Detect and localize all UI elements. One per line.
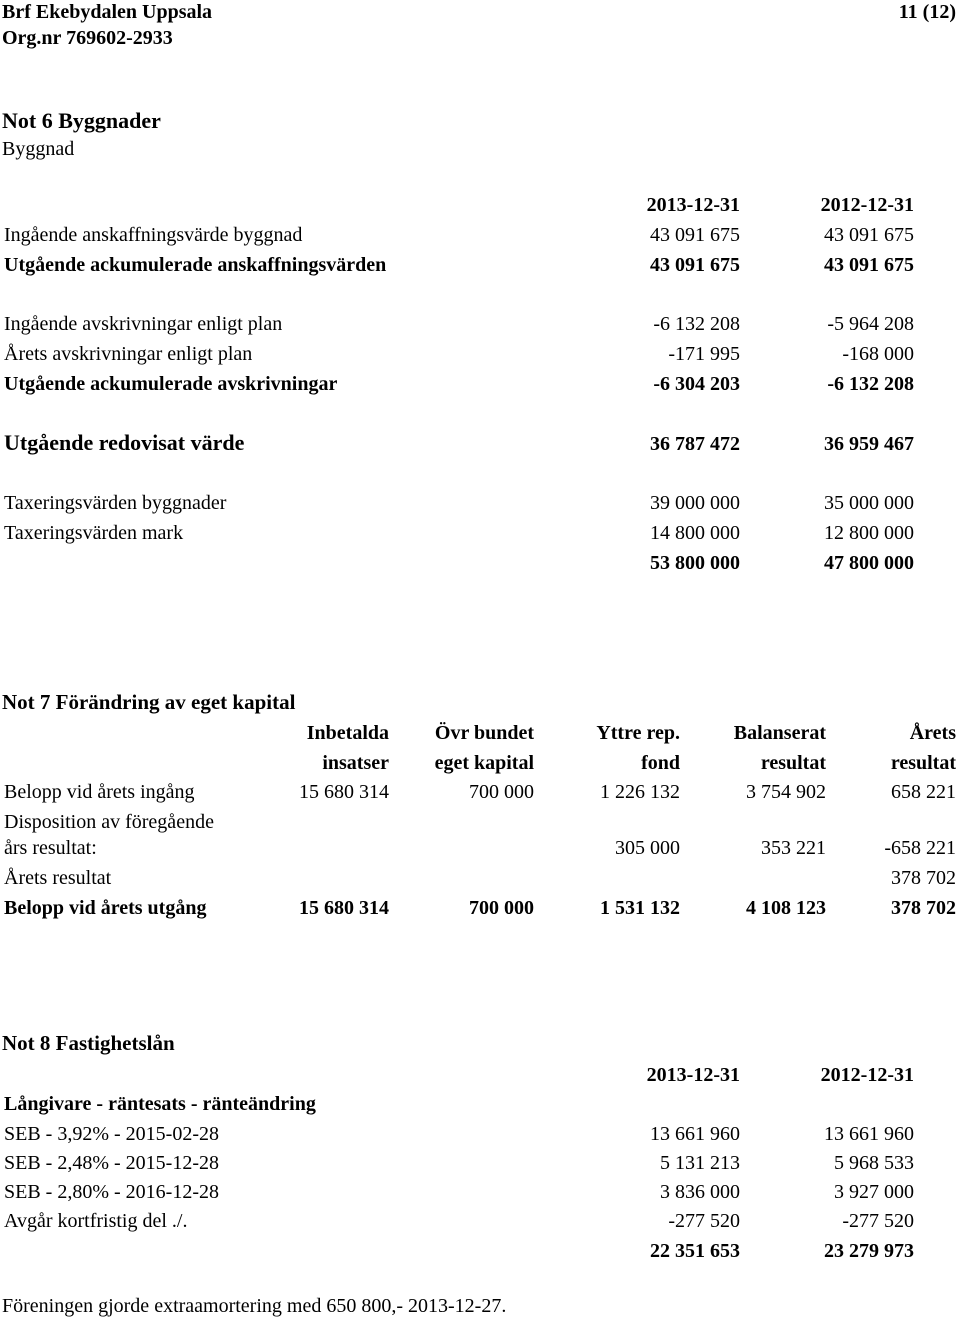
note8-row-label: Avgår kortfristig del ./. bbox=[4, 1210, 188, 1232]
note6-row-v1: -6 304 203 bbox=[653, 373, 740, 395]
note6-row-label: Utgående redovisat värde bbox=[4, 430, 245, 455]
note7-header-col5-l2: resultat bbox=[890, 752, 956, 774]
note7-header-col3-l1: Yttre rep. bbox=[596, 722, 680, 744]
note8-row-v2: -277 520 bbox=[842, 1210, 914, 1232]
note6-row-label: Utgående ackumulerade anskaffningsvärden bbox=[4, 254, 387, 276]
note8-title: Not 8 Fastighetslån bbox=[2, 1031, 175, 1055]
note7-row-label: års resultat: bbox=[4, 837, 97, 859]
note7-cell: 1 531 132 bbox=[600, 897, 680, 919]
note7-cell: 658 221 bbox=[891, 781, 956, 803]
note8-row-label: SEB - 2,80% - 2016-12-28 bbox=[4, 1181, 219, 1203]
note8-row-label: SEB - 3,92% - 2015-02-28 bbox=[4, 1123, 219, 1145]
org-name: Brf Ekebydalen Uppsala bbox=[2, 1, 213, 23]
note7-header-col3-l2: fond bbox=[641, 752, 680, 774]
note6-col2-header: 2012-12-31 bbox=[820, 194, 914, 216]
note6-row-v1: -6 132 208 bbox=[653, 313, 740, 335]
note7-row-label: Belopp vid årets utgång bbox=[4, 897, 207, 919]
note7-cell: -658 221 bbox=[884, 837, 956, 859]
note8-row-v1: 5 131 213 bbox=[660, 1152, 740, 1174]
org-number: Org.nr 769602-2933 bbox=[2, 27, 173, 49]
note8-col1-header: 2013-12-31 bbox=[646, 1064, 740, 1086]
note8-row-v1: 13 661 960 bbox=[650, 1123, 740, 1145]
note6-row-v1: 14 800 000 bbox=[650, 522, 740, 544]
note8-row-v2: 13 661 960 bbox=[824, 1123, 914, 1145]
note6-row-label: Ingående anskaffningsvärde byggnad bbox=[4, 224, 303, 246]
note6-row-v2: 43 091 675 bbox=[824, 254, 914, 276]
note7-header-col1-l1: Inbetalda bbox=[306, 722, 389, 744]
note8-row-v1: 3 836 000 bbox=[660, 1181, 740, 1203]
note7-cell: 700 000 bbox=[469, 781, 534, 803]
note8-row-v2: 5 968 533 bbox=[834, 1152, 914, 1174]
note6-row-v1: 43 091 675 bbox=[650, 224, 740, 246]
note7-cell: 4 108 123 bbox=[746, 897, 826, 919]
note7-header-col2-l1: Övr bundet bbox=[434, 722, 534, 744]
note6-row-v1: 36 787 472 bbox=[650, 433, 740, 455]
note6-row-v2: -168 000 bbox=[842, 343, 914, 365]
note7-header-col5-l1: Årets bbox=[909, 722, 956, 744]
note6-row-v2: 43 091 675 bbox=[824, 224, 914, 246]
note7-cell: 15 680 314 bbox=[299, 897, 389, 919]
note8-row-v1: -277 520 bbox=[668, 1210, 740, 1232]
note8-col2-header: 2012-12-31 bbox=[820, 1064, 914, 1086]
note7-cell: 378 702 bbox=[891, 867, 956, 889]
note8-footnote: Föreningen gjorde extraamortering med 650 800,- 2013-12-27. bbox=[2, 1295, 507, 1317]
note7-header-col1-l2: insatser bbox=[322, 752, 389, 774]
note6-row-v2: 36 959 467 bbox=[824, 433, 914, 455]
note8-row-label: SEB - 2,48% - 2015-12-28 bbox=[4, 1152, 219, 1174]
note6-row-v1: 39 000 000 bbox=[650, 492, 740, 514]
note6-row-label: Ingående avskrivningar enligt plan bbox=[4, 313, 283, 335]
note6-col1-header: 2013-12-31 bbox=[646, 194, 740, 216]
note7-cell: 1 226 132 bbox=[600, 781, 680, 803]
note6-subtitle: Byggnad bbox=[2, 138, 75, 160]
note7-cell: 353 221 bbox=[761, 837, 826, 859]
note6-row-v2: 12 800 000 bbox=[824, 522, 914, 544]
note8-total-v1: 22 351 653 bbox=[650, 1240, 740, 1262]
note6-row-v2: 35 000 000 bbox=[824, 492, 914, 514]
note7-header-col4-l2: resultat bbox=[760, 752, 826, 774]
note7-row-label: Belopp vid årets ingång bbox=[4, 781, 195, 803]
note7-header-col2-l2: eget kapital bbox=[434, 752, 534, 774]
note6-title: Not 6 Byggnader bbox=[2, 108, 161, 133]
note7-title: Not 7 Förändring av eget kapital bbox=[2, 690, 296, 714]
note6-row-v2: -5 964 208 bbox=[827, 313, 914, 335]
page-number: 11 (12) bbox=[898, 1, 956, 23]
note8-total-v2: 23 279 973 bbox=[824, 1240, 914, 1262]
note6-row-v1: 43 091 675 bbox=[650, 254, 740, 276]
note6-row-label: Taxeringsvärden byggnader bbox=[4, 492, 227, 514]
note6-row-v2: -6 132 208 bbox=[827, 373, 914, 395]
note6-total-v2: 47 800 000 bbox=[824, 552, 914, 574]
note6-row-label: Årets avskrivningar enligt plan bbox=[4, 343, 253, 365]
note6-row-label: Utgående ackumulerade avskrivningar bbox=[4, 373, 338, 395]
note7-cell: 378 702 bbox=[891, 897, 956, 919]
note7-cell: 3 754 902 bbox=[746, 781, 826, 803]
note7-cell: 305 000 bbox=[615, 837, 680, 859]
note8-subheading: Långivare - räntesats - ränteändring bbox=[4, 1093, 316, 1115]
note7-header-col4-l1: Balanserat bbox=[733, 722, 826, 744]
note6-row-v1: -171 995 bbox=[668, 343, 740, 365]
note8-row-v2: 3 927 000 bbox=[834, 1181, 914, 1203]
note7-cell: 700 000 bbox=[469, 897, 534, 919]
note6-row-label: Taxeringsvärden mark bbox=[4, 522, 184, 544]
note6-total-v1: 53 800 000 bbox=[650, 552, 740, 574]
note7-cell: 15 680 314 bbox=[299, 781, 389, 803]
note7-row-label: Disposition av föregående bbox=[4, 811, 214, 833]
note7-row-label: Årets resultat bbox=[4, 867, 112, 889]
